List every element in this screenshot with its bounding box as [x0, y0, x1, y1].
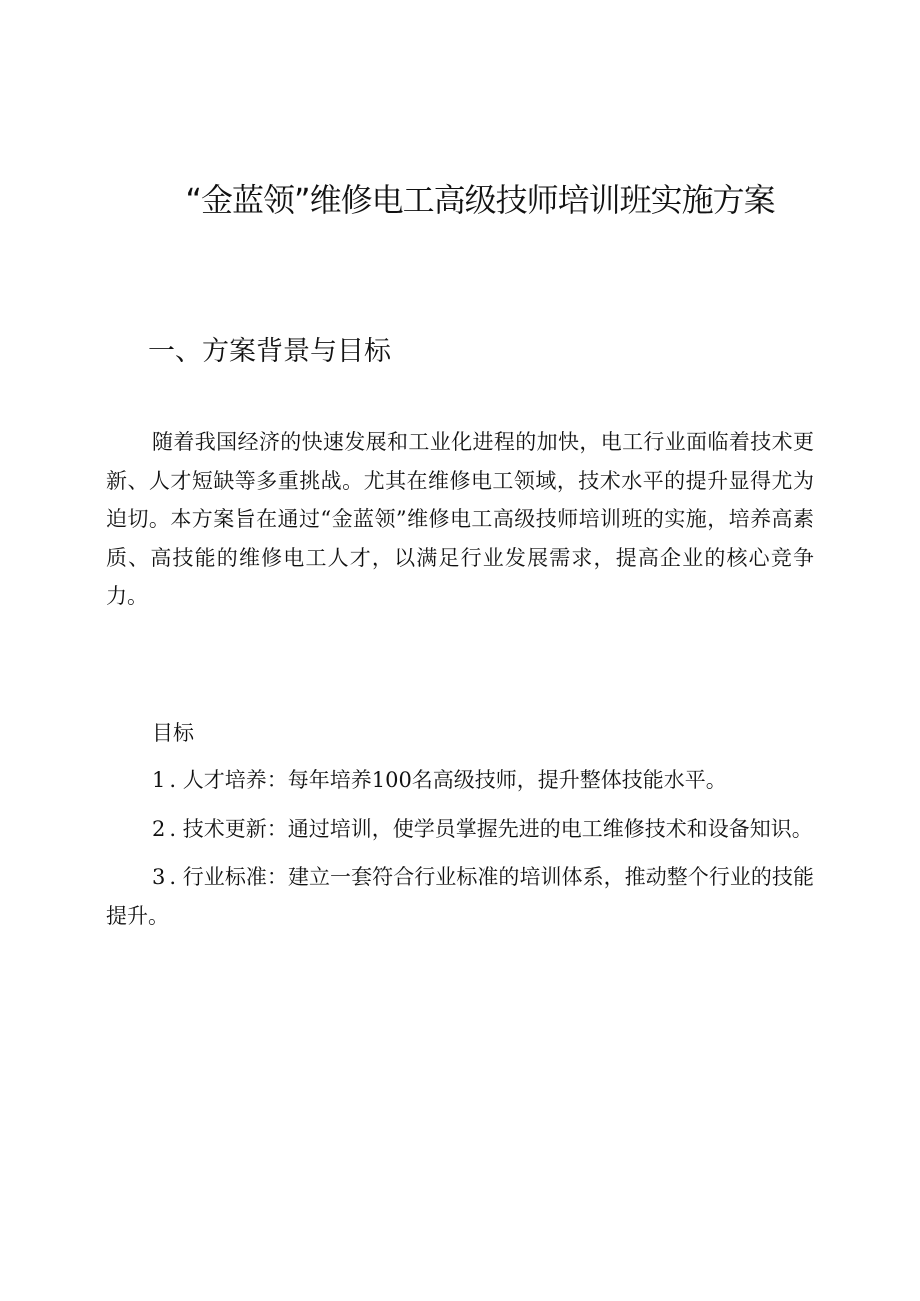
goal-text: . 技术更新：通过培训，使学员掌握先进的电工维修技术和设备知识。 — [169, 816, 813, 841]
goal-item — [106, 761, 814, 800]
goal-text: . 行业标准：建立一套符合行业标准的培训体系，推动整个行业的技能提升。 — [106, 865, 814, 928]
goal-item — [106, 858, 814, 935]
background-paragraph: 随着我国经济的快速发展和工业化进程的加快，电工行业面临着技术更新、人才短缺等多重挑战。尤其在维修电工领域，技术水平的提升显得尤为迫切。本方案旨在通过“金蓝领”维修电工高级技师培训班的实施，培养高素质、高技能的维修电工人才，以满足行业发展需求，提高企业的核心竞争力。 — [106, 430, 814, 608]
section-heading: 一、方案背景与目标 — [148, 336, 391, 367]
goal-list — [106, 761, 814, 945]
goal-number: 2 — [152, 816, 166, 841]
goal-number: 1 — [152, 768, 166, 792]
document-title: “金蓝领”维修电工高级技师培训班实施方案 — [185, 181, 775, 219]
goal-text: . 人才培养：每年培养100名高级技师，提升整体技能水平。 — [169, 768, 727, 792]
goal-item — [106, 810, 814, 849]
goal-number: 3 — [152, 865, 166, 889]
goals-label: 目标 — [152, 721, 194, 745]
